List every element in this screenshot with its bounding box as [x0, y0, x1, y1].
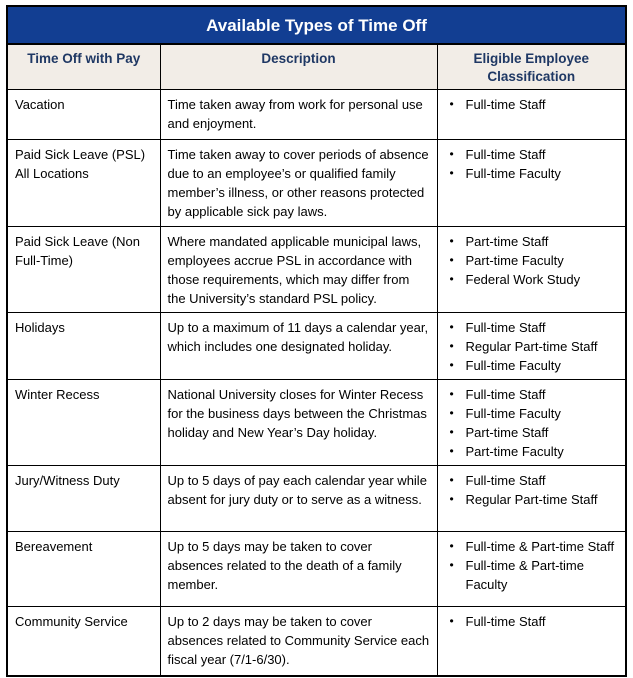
table-row [8, 466, 625, 532]
classification-item [445, 232, 619, 251]
bullet-icon: • [449, 387, 454, 401]
bullet-icon: • [449, 97, 454, 111]
classification-cell [437, 532, 625, 607]
bullet-icon: • [449, 272, 454, 286]
time-off-type-cell: Jury/Witness Duty [8, 466, 160, 532]
table-row [8, 90, 625, 140]
table-title-band [8, 7, 625, 45]
classification-item [445, 318, 619, 337]
classification-label: Full-time Staff [465, 387, 546, 402]
classification-list [445, 385, 619, 461]
description-cell: Up to 5 days of pay each calendar year while absent for jury duty or to serve as a witness. [160, 466, 437, 532]
column-header-description: Description [160, 45, 437, 90]
bullet-icon: • [449, 147, 454, 161]
classification-cell [437, 466, 625, 532]
bullet-icon: • [449, 339, 454, 353]
classification-cell [437, 313, 625, 380]
classification-label: Part-time Faculty [465, 444, 564, 459]
classification-cell [437, 90, 625, 140]
classification-item [445, 404, 619, 423]
table-row [8, 380, 625, 466]
bullet-icon: • [449, 558, 454, 572]
table-title: Available Types of Time Off [206, 15, 427, 35]
classification-cell [437, 380, 625, 466]
classification-item [445, 164, 619, 183]
classification-list [445, 612, 619, 631]
time-off-document [6, 5, 627, 677]
bullet-icon: • [449, 406, 454, 420]
time-off-table [8, 45, 625, 675]
description-cell: Time taken away from work for personal use and enjoyment. [160, 90, 437, 140]
classification-list [445, 318, 619, 375]
bullet-icon: • [449, 539, 454, 553]
classification-label: Full-time Faculty [465, 358, 561, 373]
bullet-icon: • [449, 253, 454, 267]
classification-label: Part-time Staff [465, 425, 549, 440]
classification-item [445, 537, 619, 556]
column-header-time-off-with-pay: Time Off with Pay [8, 45, 160, 90]
classification-label: Full-time Staff [465, 147, 546, 162]
classification-item [445, 612, 619, 631]
classification-label: Part-time Staff [465, 234, 549, 249]
bullet-icon: • [449, 473, 454, 487]
description-cell: Up to 5 days may be taken to cover absences related to the death of a family member. [160, 532, 437, 607]
table-row [8, 532, 625, 607]
time-off-type-cell: Community Service [8, 607, 160, 675]
classification-label: Part-time Faculty [465, 253, 564, 268]
classification-item [445, 556, 619, 594]
classification-list [445, 537, 619, 594]
table-row [8, 607, 625, 675]
description-cell: Where mandated applicable municipal laws, employees accrue PSL in accordance with those requirements, which may differ from the University’s standard PSL policy. [160, 227, 437, 313]
classification-item [445, 337, 619, 356]
description-cell: Up to a maximum of 11 days a calendar year, which includes one designated holiday. [160, 313, 437, 380]
description-cell: Up to 2 days may be taken to cover absences related to Community Service each fiscal year (7/1-6/30). [160, 607, 437, 675]
bullet-icon: • [449, 234, 454, 248]
classification-item [445, 145, 619, 164]
table-row [8, 140, 625, 227]
time-off-type-cell: Bereavement [8, 532, 160, 607]
classification-item [445, 251, 619, 270]
table-row [8, 313, 625, 380]
bullet-icon: • [449, 614, 454, 628]
classification-label: Full-time & Part-time Faculty [465, 558, 584, 592]
classification-item [445, 442, 619, 461]
classification-list [445, 95, 619, 114]
table-body [8, 90, 625, 675]
classification-label: Full-time Staff [465, 473, 546, 488]
classification-label: Full-time Staff [465, 320, 546, 335]
time-off-type-cell: Paid Sick Leave (Non Full-Time) [8, 227, 160, 313]
classification-item [445, 95, 619, 114]
classification-item [445, 356, 619, 375]
bullet-icon: • [449, 320, 454, 334]
classification-label: Full-time & Part-time Staff [465, 539, 615, 554]
bullet-icon: • [449, 358, 454, 372]
classification-item [445, 423, 619, 442]
bullet-icon: • [449, 492, 454, 506]
time-off-type-cell: Paid Sick Leave (PSL) All Locations [8, 140, 160, 227]
classification-cell [437, 607, 625, 675]
description-cell: Time taken away to cover periods of absence due to an employee’s or qualified family member’s illness, or other reasons protected by applicable sick pay laws. [160, 140, 437, 227]
column-header-eligible-employee-classification: Eligible Employee Classification [437, 45, 625, 90]
table-row [8, 227, 625, 313]
classification-label: Regular Part-time Staff [465, 339, 598, 354]
classification-item [445, 471, 619, 490]
bullet-icon: • [449, 444, 454, 458]
bullet-icon: • [449, 425, 454, 439]
classification-item [445, 270, 619, 289]
classification-cell [437, 227, 625, 313]
classification-list [445, 145, 619, 183]
time-off-type-cell: Vacation [8, 90, 160, 140]
description-cell: National University closes for Winter Recess for the business days between the Christmas holiday and New Year’s Day holiday. [160, 380, 437, 466]
table-header-row [8, 45, 625, 90]
classification-label: Full-time Staff [465, 614, 546, 629]
time-off-type-cell: Winter Recess [8, 380, 160, 466]
classification-label: Regular Part-time Staff [465, 492, 598, 507]
classification-cell [437, 140, 625, 227]
classification-label: Full-time Staff [465, 97, 546, 112]
time-off-type-cell: Holidays [8, 313, 160, 380]
classification-list [445, 232, 619, 289]
classification-label: Full-time Faculty [465, 166, 561, 181]
classification-label: Full-time Faculty [465, 406, 561, 421]
bullet-icon: • [449, 166, 454, 180]
classification-item [445, 385, 619, 404]
classification-label: Federal Work Study [465, 272, 581, 287]
classification-list [445, 471, 619, 509]
classification-item [445, 490, 619, 509]
